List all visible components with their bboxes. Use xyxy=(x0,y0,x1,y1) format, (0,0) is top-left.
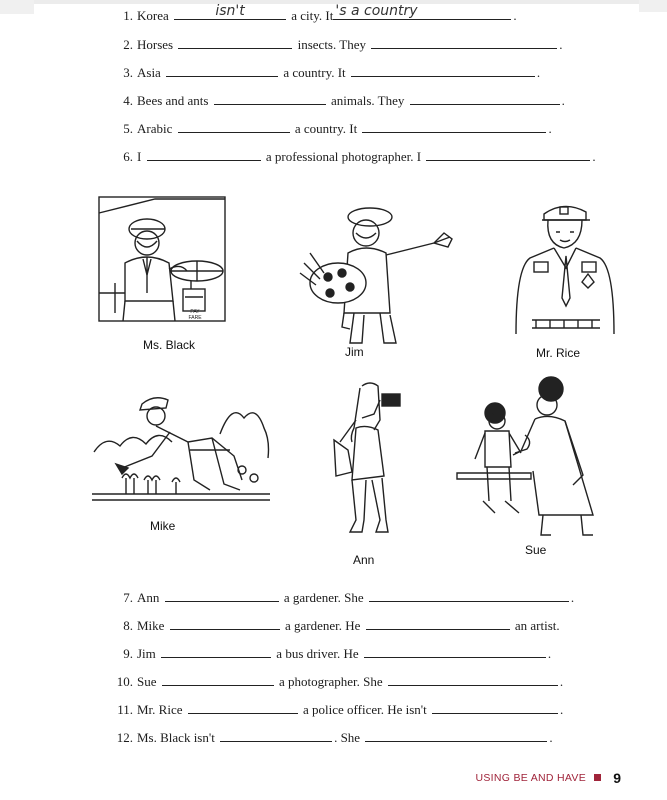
exercise-number: 12. xyxy=(116,730,133,745)
exercise-subject: Sue xyxy=(137,674,157,689)
figure-caption: Mr. Rice xyxy=(536,346,581,360)
exercise-number: 1. xyxy=(123,8,133,23)
figure-caption: Ms. Black xyxy=(143,338,196,352)
answer-blank[interactable] xyxy=(371,36,557,49)
bus-driver-illustration xyxy=(95,193,230,333)
exercise-text: animals. They xyxy=(330,93,405,108)
exercise-text: a gardener. She xyxy=(283,590,364,605)
exercise-end: . xyxy=(592,149,596,164)
exercise-number: 5. xyxy=(123,121,133,136)
exercise-subject: Mr. Rice xyxy=(137,702,183,717)
exercise-end: . xyxy=(559,37,563,52)
answer-blank[interactable] xyxy=(147,148,261,161)
exercise-subject: I xyxy=(137,149,142,164)
exercise-end: . xyxy=(560,702,564,717)
exercise-text: . She xyxy=(334,730,361,745)
answer-blank[interactable] xyxy=(170,617,280,630)
answer-blank[interactable] xyxy=(214,92,326,105)
exercise-subject: Bees and ants xyxy=(137,93,209,108)
answer-blank[interactable] xyxy=(161,645,271,658)
police-officer-illustration xyxy=(510,198,620,338)
exercise-subject: Horses xyxy=(137,37,174,52)
figure-caption: Jim xyxy=(345,345,364,359)
answer-blank[interactable] xyxy=(366,617,510,630)
exercise-subject: Ann xyxy=(137,590,160,605)
exercise-end: . xyxy=(536,65,541,80)
exercise-number: 9. xyxy=(123,646,133,661)
figure-caption: Mike xyxy=(150,519,176,533)
doctor-illustration xyxy=(455,375,605,540)
exercise-line xyxy=(115,3,517,24)
bus-window-frame xyxy=(99,197,225,321)
answer-blank[interactable] xyxy=(220,729,332,742)
answer-blank[interactable] xyxy=(369,589,569,602)
photographer-illustration xyxy=(326,380,411,540)
exercise-line xyxy=(115,64,540,81)
exercise-end: . xyxy=(547,646,552,661)
answer-blank[interactable] xyxy=(426,148,590,161)
exercise-line xyxy=(115,617,560,634)
page-edge-left xyxy=(0,0,34,14)
exercise-end: . xyxy=(549,730,553,745)
exercise-text: a police officer. He isn't xyxy=(303,702,427,717)
artist-illustration xyxy=(294,203,459,348)
answer-blank[interactable] xyxy=(178,36,292,49)
answer-blank[interactable] xyxy=(162,673,274,686)
handwritten-answer: isn't xyxy=(215,3,245,19)
exercise-end: . xyxy=(570,590,575,605)
pay-fare-sign: PAY FARE xyxy=(188,309,202,321)
exercise-text: a gardener. He xyxy=(284,618,361,633)
exercise-line xyxy=(115,729,553,746)
exercise-line xyxy=(115,673,563,690)
exercise-text: a city. It xyxy=(291,8,334,23)
exercise-number: 4. xyxy=(123,93,133,108)
answer-blank[interactable] xyxy=(178,120,290,133)
exercise-tail: an artist. xyxy=(514,618,560,633)
gardener-illustration xyxy=(92,394,272,506)
answer-blank[interactable] xyxy=(188,701,298,714)
exercise-end: . xyxy=(548,121,552,136)
exercise-line xyxy=(115,148,596,165)
exercise-number: 2. xyxy=(123,37,133,52)
exercise-number: 10. xyxy=(116,674,133,689)
answer-blank[interactable] xyxy=(364,645,546,658)
exercise-subject: Korea xyxy=(137,8,169,23)
handwritten-answer: 's a country xyxy=(335,3,418,19)
exercise-line xyxy=(115,36,562,53)
page-edge xyxy=(0,0,667,4)
answer-blank[interactable] xyxy=(410,92,560,105)
answer-blank[interactable] xyxy=(432,701,558,714)
answer-blank[interactable] xyxy=(362,120,546,133)
section-footer xyxy=(475,772,623,784)
answer-blank[interactable] xyxy=(333,3,511,20)
exercise-line xyxy=(115,645,551,662)
exercise-text: a country. It xyxy=(283,65,346,80)
exercise-text: a photographer. She xyxy=(279,674,383,689)
figure-caption: Sue xyxy=(525,543,547,557)
exercise-subject: Mike xyxy=(137,618,165,633)
exercise-subject: Ms. Black isn't xyxy=(137,730,215,745)
exercise-line xyxy=(115,92,565,109)
exercise-text: a country. It xyxy=(294,121,358,136)
footer-square-icon xyxy=(594,774,601,781)
answer-blank[interactable] xyxy=(351,64,535,77)
exercise-number: 3. xyxy=(123,65,133,80)
figure-caption: Ann xyxy=(353,553,375,567)
exercise-number: 7. xyxy=(123,590,133,605)
exercise-number: 11. xyxy=(117,702,133,717)
answer-blank[interactable] xyxy=(388,673,558,686)
exercise-subject: Asia xyxy=(137,65,161,80)
exercise-end: . xyxy=(559,674,564,689)
page-edge-right xyxy=(639,0,667,12)
exercise-number: 6. xyxy=(123,149,133,164)
section-label: USING BE AND HAVE xyxy=(475,772,586,784)
exercise-end: . xyxy=(513,8,517,23)
exercise-line xyxy=(115,589,574,606)
exercise-line xyxy=(115,120,552,137)
exercise-line xyxy=(115,701,563,718)
answer-blank[interactable] xyxy=(365,729,547,742)
exercise-subject: Jim xyxy=(137,646,156,661)
exercise-number: 8. xyxy=(123,618,133,633)
exercise-end: . xyxy=(561,93,565,108)
exercise-text: a bus driver. He xyxy=(276,646,359,661)
exercise-text: insects. They xyxy=(297,37,366,52)
exercise-subject: Arabic xyxy=(137,121,173,136)
answer-blank[interactable] xyxy=(174,3,286,20)
page-number: 9 xyxy=(613,770,621,786)
answer-blank[interactable] xyxy=(166,64,278,77)
exercise-text: a professional photographer. I xyxy=(265,149,422,164)
answer-blank[interactable] xyxy=(165,589,279,602)
